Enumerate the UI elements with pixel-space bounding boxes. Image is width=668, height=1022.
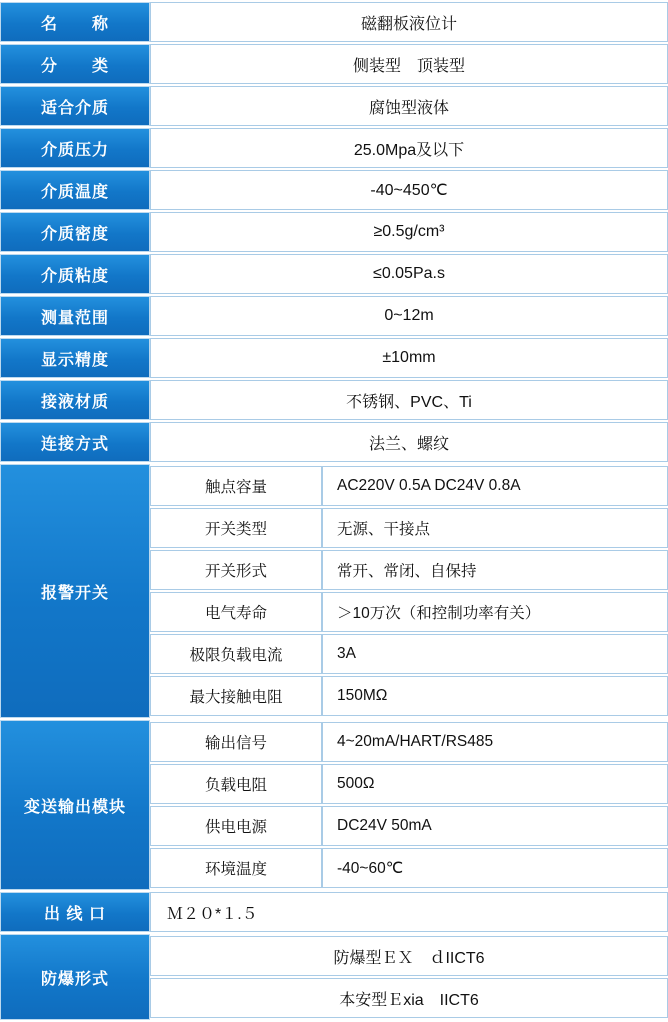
sub-value: 防爆型ＥＸ ｄIICT6 xyxy=(150,936,668,976)
row-label: 测量范围 xyxy=(0,296,150,336)
row-value: 磁翻板液位计 xyxy=(150,2,668,42)
row-value: 法兰、螺纹 xyxy=(150,422,668,462)
sub-table-transmitter xyxy=(150,720,668,890)
table-row-group-alarm xyxy=(0,464,668,718)
table-row xyxy=(0,380,668,420)
row-value: 侧装型 顶装型 xyxy=(150,44,668,84)
row-label: 介质粘度 xyxy=(0,254,150,294)
sub-row xyxy=(150,508,668,548)
row-value: -40~450℃ xyxy=(150,170,668,210)
sub-row xyxy=(150,722,668,762)
row-value: Ｍ２０*１.５ xyxy=(150,892,668,932)
sub-value: -40~60℃ xyxy=(322,848,668,888)
sub-key: 最大接触电阻 xyxy=(150,676,322,716)
table-row-group-explosionproof xyxy=(0,934,668,1020)
row-value: 25.0Mpa及以下 xyxy=(150,128,668,168)
row-label: 变送输出模块 xyxy=(0,720,150,890)
row-label: 防爆形式 xyxy=(0,934,150,1020)
sub-row xyxy=(150,764,668,804)
sub-key: 输出信号 xyxy=(150,722,322,762)
row-value: 不锈钢、PVC、Ti xyxy=(150,380,668,420)
sub-key: 电气寿命 xyxy=(150,592,322,632)
row-label: 介质温度 xyxy=(0,170,150,210)
row-label: 分 类 xyxy=(0,44,150,84)
sub-row xyxy=(150,848,668,888)
row-label: 连接方式 xyxy=(0,422,150,462)
sub-row xyxy=(150,806,668,846)
sub-row xyxy=(150,550,668,590)
sub-key: 极限负载电流 xyxy=(150,634,322,674)
sub-value: DC24V 50mA xyxy=(322,806,668,846)
sub-row xyxy=(150,978,668,1018)
group-cell xyxy=(150,464,668,718)
row-label: 显示精度 xyxy=(0,338,150,378)
row-label: 介质压力 xyxy=(0,128,150,168)
table-row xyxy=(0,422,668,462)
sub-table-explosionproof xyxy=(150,934,668,1020)
sub-value: 3A xyxy=(322,634,668,674)
row-value: ≤0.05Pa.s xyxy=(150,254,668,294)
table-row xyxy=(0,212,668,252)
row-value: 0~12m xyxy=(150,296,668,336)
table-row xyxy=(0,892,668,932)
table-row xyxy=(0,296,668,336)
row-label: 报警开关 xyxy=(0,464,150,718)
table-row xyxy=(0,338,668,378)
sub-row xyxy=(150,466,668,506)
group-cell xyxy=(150,720,668,890)
sub-key: 负载电阻 xyxy=(150,764,322,804)
sub-row xyxy=(150,634,668,674)
sub-row xyxy=(150,676,668,716)
sub-value: 本安型Ｅxia IICT6 xyxy=(150,978,668,1018)
sub-key: 环境温度 xyxy=(150,848,322,888)
sub-value: 4~20mA/HART/RS485 xyxy=(322,722,668,762)
row-value: ≥0.5g/cm³ xyxy=(150,212,668,252)
row-label: 适合介质 xyxy=(0,86,150,126)
table-row xyxy=(0,170,668,210)
sub-table-alarm xyxy=(150,464,668,718)
group-cell xyxy=(150,934,668,1020)
row-value: ±10mm xyxy=(150,338,668,378)
sub-value: 常开、常闭、自保持 xyxy=(322,550,668,590)
sub-key: 开关类型 xyxy=(150,508,322,548)
sub-value: 150MΩ xyxy=(322,676,668,716)
table-row xyxy=(0,2,668,42)
sub-value: 500Ω xyxy=(322,764,668,804)
row-label: 介质密度 xyxy=(0,212,150,252)
table-row xyxy=(0,86,668,126)
row-label: 接液材质 xyxy=(0,380,150,420)
sub-value: ＞10万次（和控制功率有关） xyxy=(322,592,668,632)
sub-value: AC220V 0.5A DC24V 0.8A xyxy=(322,466,668,506)
sub-row xyxy=(150,936,668,976)
sub-key: 触点容量 xyxy=(150,466,322,506)
sub-row xyxy=(150,592,668,632)
sub-key: 供电电源 xyxy=(150,806,322,846)
table-row xyxy=(0,254,668,294)
table-row xyxy=(0,44,668,84)
sub-value: 无源、干接点 xyxy=(322,508,668,548)
table-row xyxy=(0,128,668,168)
row-label: 名 称 xyxy=(0,2,150,42)
row-value: 腐蚀型液体 xyxy=(150,86,668,126)
table-row-group-transmitter xyxy=(0,720,668,890)
sub-key: 开关形式 xyxy=(150,550,322,590)
row-label: 出 线 口 xyxy=(0,892,150,932)
